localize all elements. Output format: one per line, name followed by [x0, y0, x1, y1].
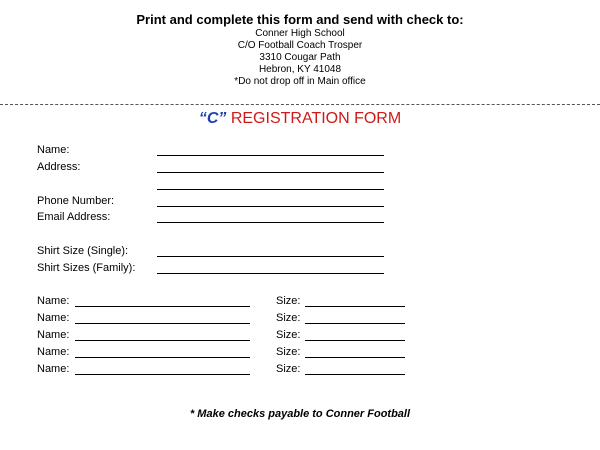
family-name-label: Name:: [37, 312, 70, 324]
family-name-line[interactable]: [75, 357, 250, 358]
family-name-line[interactable]: [75, 340, 250, 341]
cut-line-divider: [0, 104, 600, 105]
family-size-line[interactable]: [305, 357, 405, 358]
address-line-note: *Do not drop off in Main office: [234, 76, 366, 87]
family-size-label: Size:: [276, 329, 301, 341]
address-line-school: Conner High School: [255, 28, 345, 39]
address-label: Address:: [37, 161, 81, 173]
family-name-line[interactable]: [75, 323, 250, 324]
address-line-1[interactable]: [157, 172, 384, 173]
instruction-text: Print and complete this form and send with check to:: [136, 12, 464, 27]
family-size-line[interactable]: [305, 306, 405, 307]
family-size-line[interactable]: [305, 374, 405, 375]
address-line-city: Hebron, KY 41048: [258, 64, 342, 75]
payment-note: * Make checks payable to Conner Football: [189, 408, 411, 420]
family-name-label: Name:: [37, 329, 70, 341]
family-size-line[interactable]: [305, 323, 405, 324]
family-name-label: Name:: [37, 346, 70, 358]
family-size-line[interactable]: [305, 340, 405, 341]
phone-line[interactable]: [157, 206, 384, 207]
form-title-c: “C”: [198, 110, 227, 127]
family-name-label: Name:: [37, 295, 70, 307]
family-size-label: Size:: [276, 295, 301, 307]
name-label: Name:: [37, 144, 70, 156]
shirt-family-label: Shirt Sizes (Family):: [37, 262, 136, 274]
email-label: Email Address:: [37, 211, 111, 223]
family-name-label: Name:: [37, 363, 70, 375]
form-title-text: REGISTRATION FORM: [226, 110, 402, 127]
address-line-street: 3310 Cougar Path: [259, 52, 341, 63]
family-size-label: Size:: [276, 346, 301, 358]
family-name-line[interactable]: [75, 306, 250, 307]
mailing-header: [0, 12, 600, 88]
family-name-line[interactable]: [75, 374, 250, 375]
shirt-single-line[interactable]: [157, 256, 384, 257]
phone-label: Phone Number:: [37, 195, 115, 207]
shirt-single-label: Shirt Size (Single):: [37, 245, 129, 257]
email-line[interactable]: [157, 222, 384, 223]
name-line[interactable]: [157, 155, 384, 156]
family-size-label: Size:: [276, 363, 301, 375]
form-title: [0, 110, 600, 128]
address-line-coach: C/O Football Coach Trosper: [237, 40, 363, 51]
family-size-label: Size:: [276, 312, 301, 324]
address-line-2[interactable]: [157, 189, 384, 190]
shirt-family-line[interactable]: [157, 273, 384, 274]
